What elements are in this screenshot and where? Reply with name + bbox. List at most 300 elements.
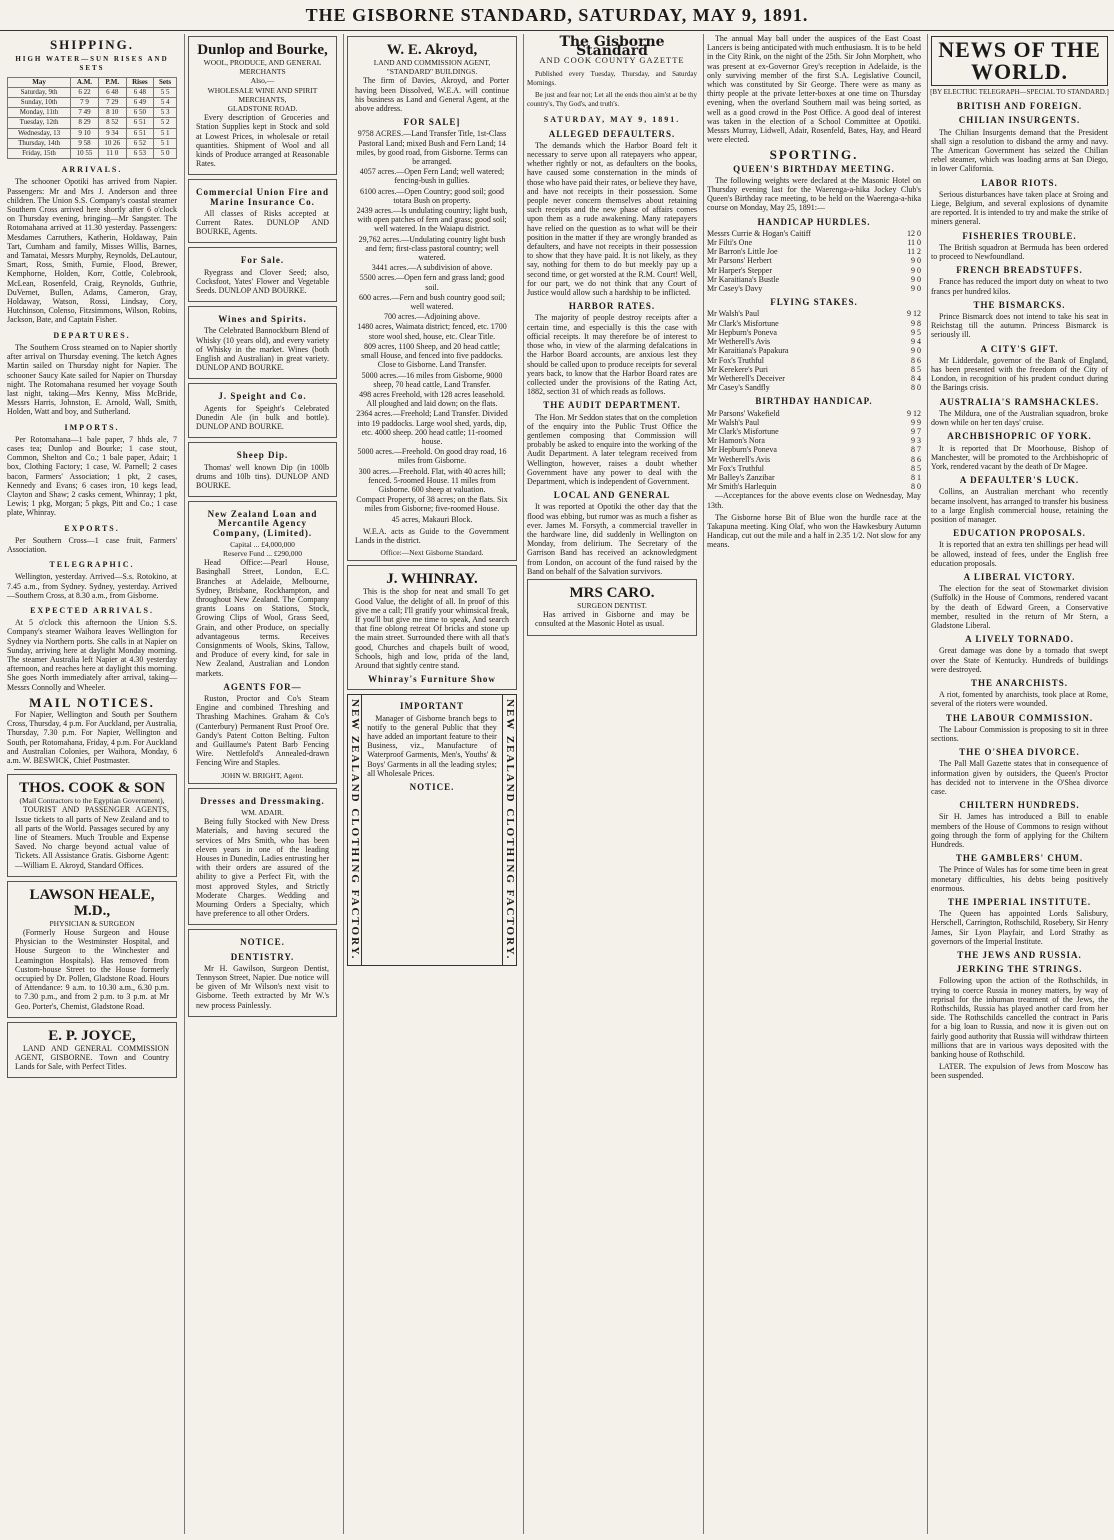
wines-ad (188, 306, 337, 379)
clothing-factory-ad (347, 694, 517, 965)
masthead-title: THE GISBORNE STANDARD, SATURDAY, MAY 9, 1891. (305, 5, 809, 25)
tides-cell: Wednesday, 13 (8, 128, 71, 138)
wines-heading: Wines and Spirits. (218, 314, 307, 325)
news-item-text: Mr Lidderdale, governor of the Bank of England, has been presented with the freedom of the City of London, in recognition of his prudent conduct during the Barings crisis. (931, 355, 1108, 393)
dunlop-body: Every description of Groceries and Station Supplies kept in Stock and sold at Lowest Prices, in wholesale or retail quantities. Shipment of Wool and all kinds of Produce arranged at Reasonable Rates. (196, 113, 329, 169)
queens-intro: The following weights were declared at the Masonic Hotel on Thursday evening last for the Waerenga-a-hika Jockey Club's Queen's Birthday race meeting, to be held on the Waerenga-a-hika course on Monday, May 25, 1891:— (707, 175, 921, 213)
listing-item: 6100 acres.—Open Country; good soil; good totara Bush on property. (360, 186, 504, 205)
news-item-heading: FISHERIES TROUBLE. (962, 230, 1077, 241)
tides-cell: 8 52 (98, 118, 126, 128)
news-item-heading: THE GAMBLERS' CHUM. (955, 853, 1084, 864)
joyce-name: E. P. JOYCE, (48, 1027, 136, 1044)
news-item-heading: CHILTERN HUNDREDS. (959, 800, 1080, 811)
tides-cell: 6 22 (71, 87, 99, 97)
news-item-text: The Prince of Wales has for some time been in great monetary difficulties, his debts being positively enormous. (931, 865, 1108, 893)
horse-weight: 8 1 (911, 472, 921, 482)
horse-name: Mr Parsons' Herbert (707, 256, 772, 266)
local-cont: The annual May ball under the auspices of the East Coast Lancers is being anticipated with much enthusiasm. It is to be held in the City Rink, on the night of the 25th. Sir John Morphett, who was present at ex-Governor Grey's reception in Adelaide, is the only surviving member of the first S.A. Legislative Council, which was constituted by Sir George. There were as many as thirty people at the private letter-boxes at one time on Thursday evening, when the overland Southern mail was being sorted, as well as a good crowd in the Post Office. A good deal of interest was taken in the election of a School Committee at Opotiki. Messrs Murray, Lidwell, Adair, Rosenfeld, Bates, Hay, and Heard were elected. (707, 34, 921, 145)
nzloan-reserve: Reserve Fund ... £290,000 (223, 548, 302, 558)
news-item-text: A riot, fomented by anarchists, took place at Rome, several of the rioters were wounded. (931, 690, 1108, 709)
listing-item: 29,762 acres.—Undulating country light bush and fern; first-class pastoral country; well watered. (358, 234, 506, 263)
horse-weight: 9 0 (911, 274, 921, 284)
horse-weight: 9 8 (911, 318, 921, 328)
akroyd-guide: W.E.A. acts as Guide to the Government Lands in the district. (355, 526, 509, 545)
horse-name: Mr Balley's Zanzibar (707, 472, 775, 482)
tides-cell: 5 5 (154, 87, 177, 97)
race-entry (707, 427, 921, 436)
nzloan-ad (188, 501, 337, 784)
mail-heading: MAIL NOTICES. (29, 694, 155, 710)
horse-weight: 11 0 (907, 238, 921, 248)
fire-body: All classes of Risks accepted at Current Rates. DUNLOP AND BOURKE, Agents. (196, 208, 329, 237)
tides-col-header: May (8, 77, 71, 87)
horse-weight: 9 0 (911, 346, 921, 356)
speight-body: Agents for Speight's Celebrated Dunedin Ale (in bulk and bottle). DUNLOP AND BOURKE. (196, 403, 329, 432)
news-item-text: Prince Bismarck does not intend to take his seat in Reichstag till the autumn. Princess Bismarck is seriously ill. (931, 312, 1108, 340)
dunlop-trade: WHOLESALE WINE AND SPIRIT MERCHANTS, (207, 85, 318, 104)
adair-ad (188, 788, 337, 926)
horse-weight: 9 12 (907, 408, 921, 418)
furniture-heading: Whinray's Furniture Show (368, 674, 496, 685)
news-item-heading: THE O'SHEA DIVORCE. (959, 747, 1080, 758)
tides-cell: 6 48 (126, 87, 154, 97)
factory-side-left: NEW ZEALAND CLOTHING FACTORY. (348, 695, 362, 964)
tides-cell: 5 0 (154, 149, 177, 159)
horse-name: Mr Clark's Misfortune (707, 318, 779, 328)
speight-heading: J. Speight and Co. (218, 391, 307, 402)
horse-weight: 8 6 (911, 355, 921, 365)
tides-row (8, 149, 177, 159)
expected-text: At 5 o'clock this afternoon the Union S.S. Company's steamer Waihora leaves Wellington for Sydney via Northern ports. She calls in at Napier on Sunday, arriving here at daylight Monday morning. The steamer Australia left Napier at 4.30 yesterday afternoon, and reaches here at daylight this morning. She goes North immediately after arrival, taking—Messrs Connolly and Wheeler. (7, 618, 177, 692)
telegraphic-heading: TELEGRAPHIC. (49, 560, 135, 570)
race-entry (707, 445, 921, 454)
later-text: LATER. The expulsion of Jews from Moscow has been suspended. (931, 1062, 1108, 1081)
byline: [BY ELECTRIC TELEGRAPH—SPECIAL TO STANDARD.] (930, 88, 1109, 96)
news-item-text: The British squadron at Bermuda has been ordered to proceed to Newfoundland. (931, 242, 1108, 262)
dip-body: Thomas' well known Dip (in 100lb drums and 10lb tins). DUNLOP AND BOURKE. (196, 462, 329, 490)
listing-item: 498 acres Freehold, with 128 acres leasehold. All ploughed and laid down; on the flats. (359, 389, 505, 409)
news-item-text: The Chilian Insurgents demand that the President shall sign a resolution to disband the army and navy. The American Government has seized the Chilian rebel steamer, which was loading arms at San Diego, in lower California. (931, 127, 1108, 174)
heale-sub: PHYSICIAN & SURGEON (49, 918, 135, 928)
heale-name: LAWSON HEALE, M.D., (29, 886, 155, 919)
shipping-heading: SHIPPING. (49, 37, 135, 52)
masthead (0, 0, 1114, 31)
akroyd-body: The firm of Davies, Akroyd, and Porter having been Dissolved, W.E.A. will continue his business as Land and General Agent, at the above address. (355, 76, 509, 114)
factory-notice: NOTICE. (409, 782, 455, 793)
listing-item: 45 acres, Makauri Block. (391, 514, 473, 524)
news-item-text: It is reported that an extra ten shillings per head will be allowed, instead of fees, under the English free education proposals. (931, 540, 1108, 568)
sale-ad (188, 247, 337, 302)
news-item-heading: A LIVELY TORNADO. (965, 634, 1074, 645)
akroyd-office: Office:—Next Gisborne Standard. (380, 548, 484, 558)
tides-table (7, 77, 177, 160)
tides-cell: 5 4 (154, 98, 177, 108)
news-item-text: Great damage was done by a tornado that swept over the State of Kentucky. Hundreds of buildings were destroyed. (931, 646, 1108, 674)
factory-body: Manager of Gisborne branch begs to notify to the general Public that they have added an important feature to their Business, viz., Manufacture of Waterproof Garments, Men's, Youths' & Boys' Garments in all the leading styles; all Wholesale Prices. (367, 713, 497, 778)
dip-ad (188, 442, 337, 497)
race-entry (707, 328, 921, 337)
horse-name: Mr Filti's One (707, 238, 752, 248)
tides-cell: Thursday, 14th (8, 138, 71, 148)
listing-item: 9758 ACRES.—Land Transfer Title, 1st-Class Pastoral Land; mixed Bush and Fern Land; 14 miles, by good road, from Gisborne. Terms can be arranged. (356, 129, 508, 167)
news-item-heading: THE IMPERIAL INSTITUTE. (947, 897, 1092, 908)
tides-cell: 6 49 (126, 98, 154, 108)
race-entry (707, 256, 921, 265)
listing-item: 4057 acres.—Open Fern Land; well watered; fencing-bush in gullies. (359, 167, 505, 186)
tides-col-header: A.M. (71, 77, 99, 87)
news-item-text: France has reduced the import duty on wheat to two francs per hundred kilos. (931, 277, 1108, 296)
column-dunlop (184, 34, 340, 1534)
caro-name: MRS CARO. (569, 584, 655, 601)
news-item-heading: A CITY'S GIFT. (980, 343, 1059, 354)
race-entry (707, 346, 921, 355)
horse-name: Mr Walsh's Paul (707, 417, 760, 427)
departures-heading: DEPARTURES. (53, 330, 131, 340)
tides-cell: 5 1 (154, 138, 177, 148)
horse-name: Mr Walsh's Paul (707, 309, 760, 319)
tides-body (8, 87, 177, 158)
dunlop-name: Dunlop and Bourke, (197, 42, 328, 58)
horse-weight: 9 12 (907, 309, 921, 319)
race-entry (707, 482, 921, 491)
tides-cell: Sunday, 10th (8, 98, 71, 108)
race-entry (707, 464, 921, 473)
arrivals-heading: ARRIVALS. (61, 165, 123, 175)
local-text: It was reported at Opotiki the other day that the flood was ebbing, but rumor was as much a fisher as ever. James M. Forsyth, a commercial traveller in the hardware line, did suddenly in Wellington on Monday, from delirium. The Secretary of the Garrison Band has received an acknowledgment from London, on account of the fund raised by the Band on behalf of the Salvation survivors. (527, 502, 697, 576)
joyce-ad (7, 1022, 177, 1079)
harbor-text: The majority of people destroy receipts after a certain time, and especially is this the case with official receipts. It may therefore be of interest to those who, in view of the alarming defalcations in the Harbor Board accounts, are anxious lest they should be called upon to produce receipts for several years back, to know that the Harbor Board rates are collected under the provisions of the Rating Act, 1882, section 31 of which reads as follows. (527, 313, 697, 397)
cook-ad (7, 774, 177, 877)
wines-body: The Celebrated Bannockburn Blend of Whisky (10 years old), and every variety of Whisky in the market. Wines (both English and Australian) in great variety. DUNLOP AND BOURKE. (196, 326, 329, 373)
news-item-heading: THE BISMARCKS. (973, 299, 1066, 310)
column-world (927, 34, 1111, 1534)
news-item-text: Serious disturbances have taken place at Sroing and Liege, Belgium, and several explosions of dynamite are reported. It is intended to try and make the strike of miners general. (931, 189, 1108, 227)
news-item-text: The Queen has appointed Lords Salisbury, Herschell, Carrington, Rothschild, Rosebery, Sir Henry James, Sir Lyon Playfair, and Lord Strathy as governors of the Imperial Institute. (931, 909, 1109, 946)
whinray-ad (347, 565, 517, 690)
tides-cell: 9 10 (71, 128, 99, 138)
caro-sub: SURGEON DENTIST. (577, 600, 647, 610)
paper-sub: AND COOK COUNTY GAZETTE (539, 55, 685, 66)
sale-heading: For Sale. (240, 255, 285, 266)
listing-item: 2364 acres.—Freehold; Land Transfer. Divided into 19 paddocks. Large wool shed, yards, dip, etc. 4000 sheep. 200 head cattle; 11-roomed house. (356, 409, 508, 446)
forsale-heading: FOR SALE] (403, 117, 461, 128)
race-entry (707, 455, 921, 464)
tides-row (8, 138, 177, 148)
exports-heading: EXPORTS. (64, 523, 120, 533)
divider (14, 769, 170, 770)
departures-text: The Southern Cross steamed on to Napier shortly after arrival on Thursday evening. The ketch Agnes Martin sailed on Thursday night for Napier. The schooner Saucy Kate sailed for Napier on Thursday night. The Rotomahana resumed her voyage South last night, taking—Mrs Kenny, Miss McBride, Messrs Harris, Johnston, E. Arnold, Wall, Smith, Holden, Watt and boy, and Sutherland. (7, 342, 177, 417)
horse-weight: 8 4 (911, 373, 921, 383)
race-entry (707, 337, 921, 346)
factory-side-right: NEW ZEALAND CLOTHING FACTORY. (502, 695, 516, 964)
defaulters-heading: ALLEGED DEFAULTERS. (548, 128, 676, 139)
horse-name: Mr Wetherell's Avis (707, 337, 771, 347)
harbor-heading: HARBOR RATES. (568, 301, 656, 312)
exports-text: Per Southern Cross—1 case fruit, Farmers' Association. (7, 535, 177, 554)
listing-item: 2439 acres.—Is undulating country; light bush, with open patches of fern and grass; good soil; well watered. In the Waiapu district. (356, 206, 508, 234)
sporting-heading: SPORTING. (769, 147, 859, 163)
birthday-list (707, 409, 921, 492)
horse-weight: 8 7 (911, 445, 921, 455)
race-entry (707, 247, 921, 256)
tides-header-row (8, 77, 177, 87)
dunlop-sub: WOOL, PRODUCE, AND GENERAL MERCHANTS (203, 58, 322, 77)
horse-name: Mr Karaitiana's Bustle (707, 274, 780, 284)
tides-cell: Tuesday, 12th (8, 118, 71, 128)
listing-item: 600 acres.—Fern and bush country good soil; well watered. (359, 292, 505, 312)
mail-text: For Napier, Wellington and South per Southern Cross, Thursday, 4 p.m. For Auckland, per Australia, Thursday, 7.30 p.m. For Napier, Wellington and South, per Rotomahana, Friday, 4 p.m. For Auckland and Australian Colonies, per Waihora, Monday, 6 a.m. W. BESWICK, Chief Postmaster. (7, 710, 177, 766)
tides-cell: 6 53 (126, 149, 154, 159)
expected-heading: EXPECTED ARRIVALS. (30, 605, 154, 615)
imports-text: Per Rotomahana—1 bale paper, 7 hhds ale, 7 cases tea; Dunlop and Bourke; 1 case stout, Common, Shelton and Co.; 1 bale paper, Adair; 1 box, Clothing Factory; 1 case, W. Parnell; 2 cases bacon, Farmers' Association; 1 pkt, 2 cases, Kennedy and Evans; 6 cases iron, 10 kegs lead, Clayton and Shaw; 2 casks cement, Whinray; 1 pkt, Lewis; 1 pkg, Morgan; 5 pkgs, Pitt and Co.; 1 case plate, Whinray. (7, 434, 177, 518)
race-entry (707, 266, 921, 275)
published: Published every Tuesday, Thursday, and Saturday Mornings. (527, 69, 697, 87)
tides-cell: Monday, 11th (8, 108, 71, 118)
horse-name: Mr Karaitiana's Papakura (707, 346, 789, 356)
race-entry (707, 356, 921, 365)
horse-weight: 9 0 (911, 284, 921, 294)
arrivals-text: The schooner Opotiki has arrived from Napier. Passengers: Mr and Mrs J. Anderson and three children. The Union S.S. Company's coastal steamer Southern Cross arrived here shortly after 6 o'clock on Thursday evening, bringing—Mr Sangster. The Rotomahana arrived at 11.30 yesterday. Passengers: Mesdames Carruthers, Katherin, Holdaway, Pain Tart, Cumham and family, Misses Willis, Barnes, and Tamatai, Messrs Murphy, Reynolds, DeLautour, Smart, Ross, Smith, Furnie, Flood, Brewer, Kemphorne, Holden, Korr, Cottle, Colebrook, McLean, Rosenfeld, Craig, Reynolds, Guthrie, DuVernet, Bullen, Adams, Cameron, Gray, Holdaway, Watson, Rossi, Lindsay, Cory, Hutchinson, Colenso, Fitzsimmons, Wilson, Robins, Jackson, Bate, and Captain Fisher. (7, 177, 177, 325)
horse-name: Mr Barron's Little Joe (707, 247, 778, 257)
tides-cell: 6 48 (98, 87, 126, 97)
nzloan-heading: New Zealand Loan and Mercantile Agency Company, (Limited). (207, 509, 318, 538)
listing-item: 5500 acres.—Open fern and grass land; good soil. (359, 273, 505, 292)
tides-cell: 10 26 (98, 138, 126, 148)
tides-col-header: Sets (154, 77, 177, 87)
closing-text: The Gisborne horse Bit of Blue won the hurdle race at the Takapuna meeting. King Olaf, who won the Hawkesbury Autumn Handicap, cut out the mile and a half in 2.35 1/2. Not slow for any means. (707, 512, 921, 550)
tides-row (8, 87, 177, 97)
news-item-heading: ARCHBISHOPRIC OF YORK. (947, 431, 1092, 442)
dentistry-body: Mr H. Gawilson, Surgeon Dentist, Tennyson Street, Napier. Due notice will be given of Mr Wilson's next visit to Gisborne. Teeth extracted by Mr W.'s new process Painlessly. (196, 963, 329, 1010)
jews-sub: JERKING THE STRINGS. (956, 964, 1083, 975)
news-item-text: The election for the seat of Stowmarket division (Suffolk) in the House of Commons, rendered vacant by the death of Edward Green, a Conservative member, resulted in the return of Mr Stern, a Gladstone Liberal. (931, 584, 1108, 630)
paper-name: The Gisborne Standard (559, 34, 665, 60)
listing-item: 3441 acres.—A subdivision of above. (371, 263, 493, 273)
heale-body: (Formerly House Surgeon and House Physician to the Westminster Hospital, and House Surgeon to the Winchester and Leamington Hospitals). Has removed from Custom-house Street to the House formerly occupied by Dr. Pollen, Gladstone Road. Hours of Attendance: 9 a.m. to 10.30 a.m., 6.30 p.m. to 7.30 p.m., and from 2 p.m. to 3 p.m. at Mr Geo. Porter's, Chemist, Gladstone Road. (15, 928, 169, 1011)
motto: Be just and fear not; Let all the ends thou aim'st at be thy country's, Thy God's, and truth's. (527, 91, 697, 109)
race-entry (707, 409, 921, 418)
telegraphic-text: Wellington, yesterday. Arrived—S.s. Rotokino, at 7.45 a.m., from Sydney. Sydney, yesterday. Arrived—Southern Cross, at 8.30 a.m., from Gisborne. (7, 572, 177, 600)
race-entry (707, 309, 921, 318)
dentistry-heading: DENTISTRY. (230, 951, 295, 962)
listing-item: 5000 acres.—16 miles from Gisborne, 9000 sheep, 70 head cattle, Land Transfer. (361, 370, 503, 389)
tides-cell: 11 0 (98, 149, 126, 159)
column-akroyd (343, 34, 520, 1534)
akroyd-ad (347, 36, 517, 561)
british-heading: BRITISH AND FOREIGN. (956, 101, 1083, 112)
adair-heading: Dresses and Dressmaking. (200, 795, 325, 806)
flying-list (707, 309, 921, 392)
local-heading: LOCAL AND GENERAL (553, 490, 671, 501)
listing-item: 5000 acres.—Freehold. On good dray road, 16 miles from Gisborne. (357, 447, 507, 466)
news-item-heading: CHILIAN INSURGENTS. (958, 115, 1081, 126)
news-item-heading: EDUCATION PROPOSALS. (953, 528, 1086, 539)
tides-cell: 5 2 (154, 118, 177, 128)
horse-name: Mr Hepburn's Poneva (707, 445, 777, 455)
hurdles-heading: HANDICAP HURDLES. (757, 216, 871, 227)
tides-cell: 6 52 (126, 138, 154, 148)
caro-body: Has arrived in Gisborne and may be consulted at the Masonic Hotel as usual. (535, 610, 689, 629)
column-shipping (4, 34, 180, 1534)
horse-name: Mr Casey's Sandfly (707, 383, 770, 393)
horse-name: Mr Wetherell's Deceiver (707, 373, 785, 383)
tides-row (8, 118, 177, 128)
cook-body: TOURIST AND PASSENGER AGENTS, Issue tickets to all parts of New Zealand and to all parts of the World. Passages secured by any line of Steamers. Much Trouble and Expense Saved. No charge beyond actual value of Tickets. All Assistance Gratis. Gisborne Agent:—William E. Akroyd, Standard Offices. (15, 805, 169, 870)
factory-body-wrap (362, 695, 502, 964)
race-entry (707, 238, 921, 247)
akroyd-name: W. E. Akroyd, (386, 42, 478, 58)
horse-name: Mr Casey's Davy (707, 284, 763, 294)
birthday-heading: BIRTHDAY HANDICAP. (755, 396, 873, 407)
news-item-text: Collins, an Australian merchant who recently became insolvent, has arranged to transfer his business to a large English commercial house, retaining the position of manager. (931, 487, 1108, 524)
horse-weight: 8 0 (911, 482, 921, 492)
tides-cell: 9 34 (98, 128, 126, 138)
dip-heading: Sheep Dip. (236, 450, 289, 461)
queens-heading: QUEEN'S BIRTHDAY MEETING. (733, 163, 895, 174)
tides-cell: 10 55 (71, 149, 99, 159)
fire-heading: Commercial Union Fire and Marine Insurance Co. (196, 187, 329, 207)
nzloan-body: Head Office:—Pearl House, Basinghall Street, London, E.C. Branches at Adelaide, Melbourne, Sydney, Brisbane, Rockhampton, and throughout New Zealand. The Company grants Loans on Stations, Stock, Growing Clips of Wool, Grass Seed, Grain, and other Produce, on specially advantageous terms. Receives Consignments of Wools, Skins, Tallow, and Produce of every kind, for sale in New Zealand, Australian and London markets. (196, 558, 329, 678)
news-item-text: Sir H. James has introduced a Bill to enable members of the House of Commons to resign without going through the form of applying for the Chiltern Hundreds. (931, 812, 1108, 850)
race-entry (707, 275, 921, 284)
horse-weight: 9 7 (911, 426, 921, 436)
tides-cell: 6 50 (126, 108, 154, 118)
caro-ad (527, 579, 697, 636)
column-editorial (523, 34, 700, 1534)
news-item-heading: FRENCH BREADSTUFFS. (956, 265, 1083, 276)
horse-weight: 9 0 (911, 265, 921, 275)
hurdles-list (707, 229, 921, 293)
horse-name: Mr Fox's Truthful (707, 355, 765, 365)
news-item-heading: THE LABOUR COMMISSION. (945, 712, 1094, 723)
tides-row (8, 98, 177, 108)
adair-name: WM. ADAIR. (241, 808, 284, 817)
horse-name: Mr Wetherell's Avis (707, 454, 771, 464)
cook-name: THOS. COOK & SON (19, 780, 165, 797)
tides-cell: 5 1 (154, 128, 177, 138)
tides-cell: 9 58 (71, 138, 99, 148)
joyce-body: LAND AND GENERAL COMMISSION AGENT, GISBORNE. Town and Country Lands for Sale, with Perfect Titles. (15, 1043, 169, 1072)
fire-ad (188, 179, 337, 243)
race-entry (707, 436, 921, 445)
horse-name: Mr Parsons' Wakefield (707, 408, 780, 418)
horse-name: Mr Hamon's Nora (707, 436, 765, 446)
horse-name: Mr Smith's Harlequin (707, 482, 777, 492)
horse-weight: 8 0 (911, 383, 921, 393)
horse-weight: 8 5 (911, 364, 921, 374)
important-heading: IMPORTANT (399, 701, 464, 712)
jews-heading: THE JEWS AND RUSSIA. (957, 950, 1082, 961)
tides-cell: Friday, 15th (8, 149, 71, 159)
agents-body: Ruston, Proctor and Co's Steam Engine and combined Threshing and Thrashing Machines. Graham & Co's (Canterbury) Permanent Rust Proof Ore. Gandy's Patent Cotton Belting. Fulton and Guillaume's Patent Barb Fencing Wire. Nettlefold's Annealed-drawn Fencing Wire and Staples. (196, 693, 329, 768)
tides-heading: HIGH WATER—SUN RISES AND SETS (15, 55, 169, 73)
news-item-heading: LABOR RIOTS. (981, 177, 1058, 188)
race-entry (707, 365, 921, 374)
nzloan-capital: Capital ... £4,000,000 (230, 539, 295, 549)
news-item-text: The Labour Commission is proposing to sit in three sections. (931, 724, 1108, 743)
tides-cell: 8 29 (71, 118, 99, 128)
listing-item: 700 acres.—Adjoining above. (384, 312, 480, 322)
tides-row (8, 108, 177, 118)
news-item-heading: A LIBERAL VICTORY. (963, 571, 1076, 582)
news-item-text: The Mildura, one of the Australian squadron, broke down while on her ten days' cruise. (931, 408, 1108, 428)
agents-heading: AGENTS FOR— (223, 681, 302, 692)
audit-text: The Hon. Mr Seddon states that on the completion of the enquiry into the Public Trust Office the gentlemen composing that Commission will probably be asked to enquire into the working of the Audit Department. A later telegram received from Wellington, however, raises a doubt whether Government have any power to deal with the Department, which is independent of Government. (527, 412, 697, 486)
news-item-heading: THE ANARCHISTS. (970, 677, 1069, 688)
tides-cell: 6 51 (126, 118, 154, 128)
dunlop-also: Also,— (250, 76, 275, 86)
dentistry-ad (188, 929, 337, 1016)
race-entry (707, 418, 921, 427)
listing-item: 300 acres.—Freehold. Flat, with 40 acres hill; fenced. 5-roomed House. 11 miles from Gisborne. 600 sheep at valuation. (358, 466, 506, 494)
news-item-heading: A DEFAULTER'S LUCK. (959, 475, 1080, 486)
horse-weight: 9 5 (911, 327, 921, 337)
whinray-name: J. WHINRAY. (386, 571, 478, 588)
horse-name: Mr Fox's Truthful (707, 463, 765, 473)
horse-weight: 9 0 (911, 256, 921, 266)
tides-col-header: Rises (126, 77, 154, 87)
horse-weight: 8 6 (911, 454, 921, 464)
world-items (928, 116, 1111, 946)
jews-body: Following upon the action of the Rothschilds, in trying to coerce Russia in money matters, by way of reprisal for the inhuman treatment of the Jews, the Rothschilds, Russia has played another card from her side. The Rothschilds cancelled the contract in Paris for a big loan to Russia, and now it is given out on fairly good authority that Russia will withdraw thirteen millions that are in various ways deposited with the banking house of Rothschild. (931, 976, 1108, 1060)
tides-row (8, 128, 177, 138)
dunlop-ad (188, 36, 337, 175)
race-entry (707, 319, 921, 328)
sale-body: Ryegrass and Clover Seed; also, Cocksfoot, Yates' Flower and Vegetable Seeds. DUNLOP AND BOURKE. (196, 267, 329, 296)
column-local (703, 34, 924, 1534)
imports-heading: IMPORTS. (64, 422, 120, 432)
akroyd-sub: LAND AND COMMISSION AGENT, "STANDARD" BUILDINGS. (373, 58, 491, 77)
bright-sign: JOHN W. BRIGHT, Agent. (221, 770, 304, 780)
horse-name: Mr Hepburn's Poneva (707, 327, 777, 337)
tides-cell: 7 29 (98, 98, 126, 108)
tides-cell: 6 51 (126, 128, 154, 138)
audit-heading: THE AUDIT DEPARTMENT. (543, 400, 681, 411)
horse-weight: 8 5 (911, 463, 921, 473)
news-item-text: The Pall Mall Gazette states that in consequence of information given by outsiders, the Queen's Proctor has decided not to intervene in the O'Shea divorce case. (931, 759, 1108, 796)
horse-name: Mr Clark's Misfortune (707, 426, 779, 436)
news-heading: NEWS OF THE WORLD. (931, 36, 1108, 86)
news-item-heading: AUSTRALIA'S RAMSHACKLES. (939, 396, 1100, 407)
tides-cell: 5 3 (154, 108, 177, 118)
tides-cell: 7 49 (71, 108, 99, 118)
listings (355, 129, 509, 523)
tides-col-header: P.M. (98, 77, 126, 87)
horse-weight: 9 4 (911, 337, 921, 347)
horse-weight: 12 0 (907, 228, 921, 238)
horse-weight: 11 2 (907, 247, 921, 257)
horse-name: Mr Kerekere's Puri (707, 364, 768, 374)
flying-heading: FLYING STAKES. (770, 297, 858, 308)
listing-item: 809 acres, 1100 Sheep, and 20 head cattle; small House, and fenced into five paddocks. Close to Gisborne. Land Transfer. (361, 341, 503, 370)
adair-body: Being fully Stocked with New Dress Materials, and having secured the services of Mrs Smith, who has been eleven years in one of the leading Houses in Dunedin, Ladies entrusting her with their orders are assured of the ability to give a Perfect Fit, with the most approved Styles, and Strictly Moderate Charges. Wedding and Mourning Orders a Specialty, which have preference to all other Orders. (196, 817, 329, 919)
acceptance-text: —Acceptances for the above events close on Wednesday, May 13th. (707, 491, 921, 510)
horse-name: Messrs Currie & Hogan's Caitiff (707, 228, 811, 238)
tides-cell: 7 9 (71, 98, 99, 108)
cook-sub: (Mail Contractors to the Egyptian Government), (19, 796, 165, 806)
speight-ad (188, 383, 337, 438)
dateline: SATURDAY, MAY 9, 1891. (543, 115, 681, 125)
notice-heading: NOTICE. (240, 937, 285, 948)
race-entry (707, 383, 921, 392)
news-item-text: It is reported that Dr Moorhouse, Bishop of Manchester, will be promoted to the Archbishopric of York, rendered vacant by the death of Dr Magee. (931, 443, 1108, 471)
tides-cell: Saturday, 9th (8, 87, 71, 97)
listing-item: 1480 acres, Waimata district; fenced, etc. 1700 store wool shed, house, etc. Clear Title. (357, 322, 507, 341)
horse-name: Mr Harper's Stepper (707, 265, 772, 275)
race-entry (707, 374, 921, 383)
race-entry (707, 473, 921, 482)
listing-item: Compact Property, of 38 acres; on the flats. Six miles from Gisborne; five-roomed House. (356, 495, 508, 514)
